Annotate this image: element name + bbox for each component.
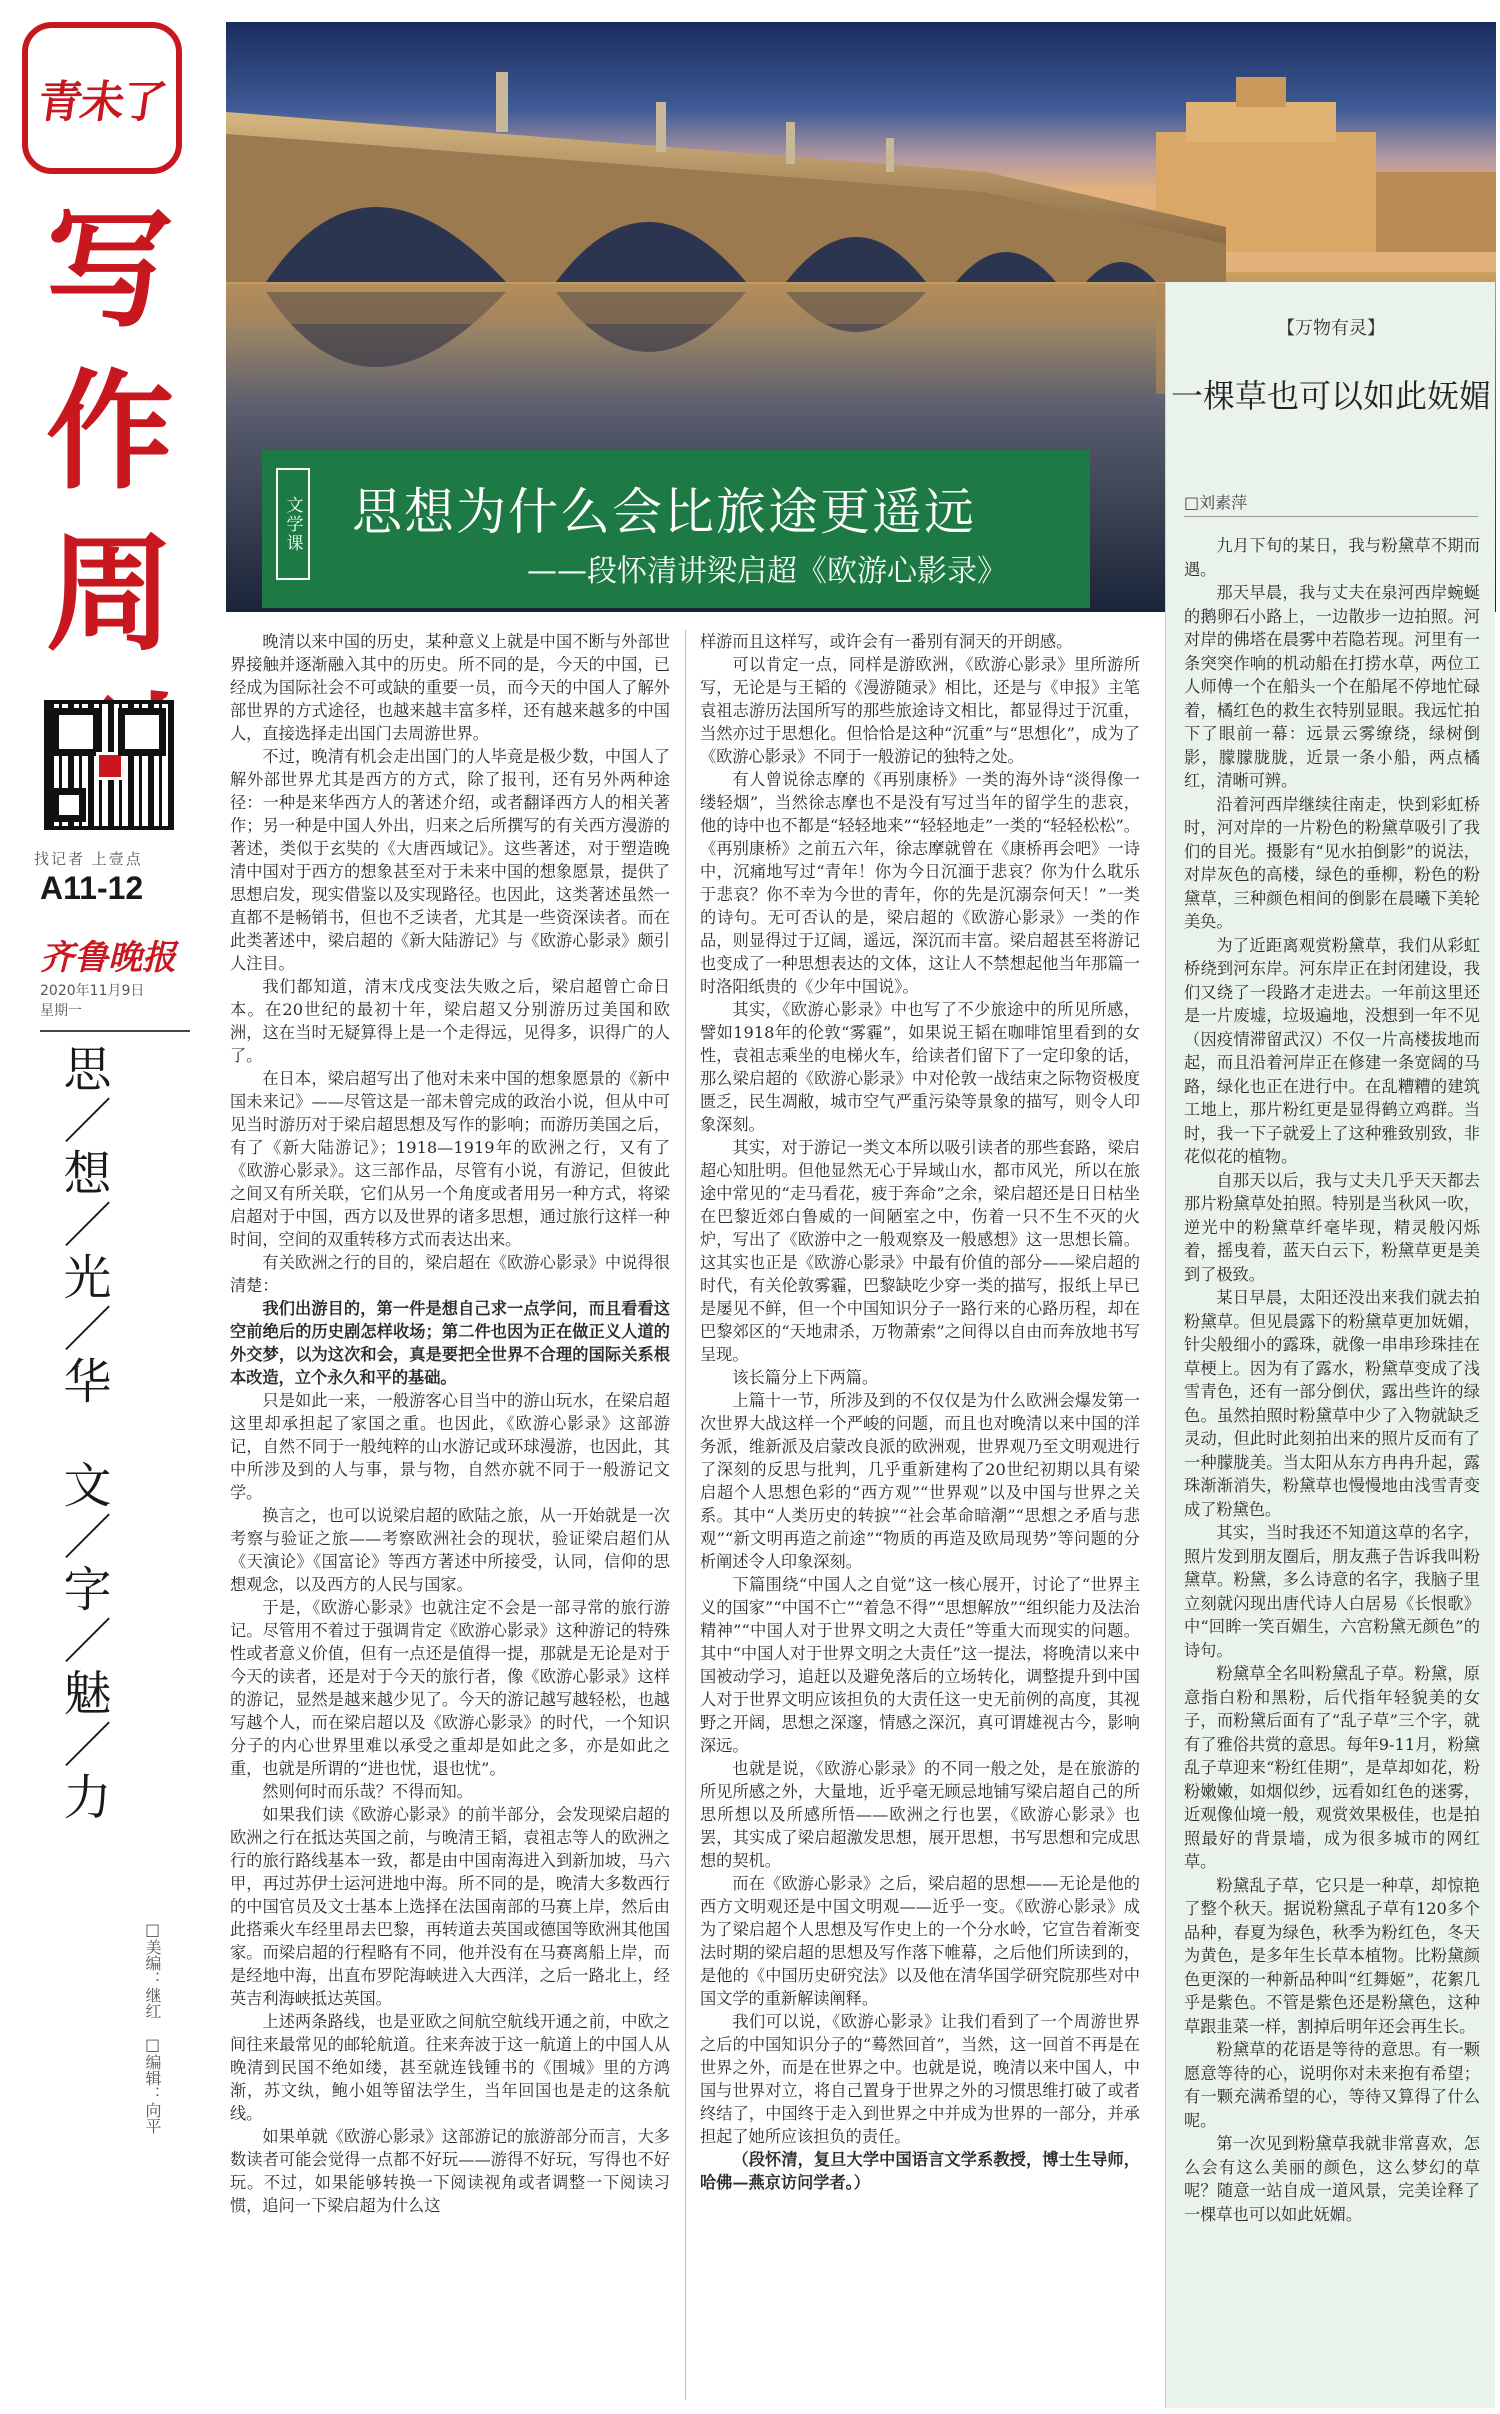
paragraph: 粉黛乱子草，它只是一种草，却惊艳了整个秋天。据说粉黛乱子草有120多个品种，春夏为绿色，秋季为粉红色，冬天为黄色，是多年生长草本植物。比粉黛颜色更深的一种新品种叫“红舞姬”，花絮几乎是紫色。不管是紫色还是粉黛色，这种草跟韭菜一样，割掉后明年还会再生长。 (1184, 1875, 1480, 2036)
column-divider (685, 630, 686, 2400)
paragraph: 有人曾说徐志摩的《再别康桥》一类的海外诗“淡得像一缕轻烟”，当然徐志摩也不是没有写过当年的留学生的悲哀，他的诗中也不都是“轻轻地来”“轻轻地走”一类的“轻轻松松”。《再别康桥》之前五六年，徐志摩就曾在《康桥再会吧》一诗中，沉痛地写过“青年！你为今日沉湎于悲哀？你为什么耽乐于悲哀？你不幸为今世的青年，你的先是沉溺奈何天！”一类的诗句。无可否认的是，梁启超的《欧游心影录》一类的作品，则显得过于辽阔，遥远，深沉而丰富。梁启超甚至将游记也变成了一种思想表达的文体，这让人不禁想起他当年那篇一时洛阳纸贵的《少年中国说》。 (700, 770, 1140, 996)
paragraph: 其实，《欧游心影录》中也写了不少旅途中的所见所感，譬如1918年的伦敦“雾霾”，如果说王韬在咖啡馆里看到的女性，袁祖志乘坐的电梯火车，给读者们留下了一定印象的话，那么梁启超的《欧游心影录》中对伦敦一战结束之际物资极度匮乏，民生凋敝，城市空气严重污染等景象的描写，则令人印象深刻。 (700, 1000, 1140, 1134)
divider (1184, 516, 1478, 517)
column-tag: 文学课 (276, 468, 310, 580)
paragraph: 自那天以后，我与丈夫几乎天天都去那片粉黛草处拍照。特别是当秋风一吹，逆光中的粉黛草纤毫毕现，精灵般闪烁着，摇曳着，蓝天白云下，粉黛草更是美到了极致。 (1184, 1170, 1480, 1284)
paragraph: 那天早晨，我与丈夫在泉河西岸蜿蜒的鹅卵石小路上，一边散步一边拍照。河对岸的佛塔在晨雾中若隐若现。河里有一条突突作响的机动船在打捞水草，两位工人师傅一个在船头一个在船尾不停地忙碌着，橘红色的救生衣特别显眼。我远忙拍下了眼前一幕：远景云雾缭绕，绿树倒影，朦朦胧胧，近景一条小船，两点橘红，清晰可辨。 (1184, 583, 1480, 790)
paragraph: 上述两条路线，也是亚欧之间航空航线开通之前，中欧之间往来最常见的邮轮航道。往来奔波于这一航道上的中国人从晚清到民国不绝如缕，甚至就连钱锺书的《围城》里的方鸿渐，苏文纨，鲍小姐等留法学生，当年回国也是走的这条航线。 (230, 2012, 670, 2123)
article-title-bar (262, 450, 1090, 608)
quotation: 我们出游目的，第一件是想自己求一点学问，而且看看这空前绝后的历史剧怎样收场；第二件也因为正在做正义人道的外交梦，以为这次和会，真是要把全世界不合理的国际关系根本改造，立个永久和平的基础。 (230, 1299, 670, 1387)
article-column-1 (230, 630, 670, 2400)
paragraph: 粉黛草全名叫粉黛乱子草。粉黛，原意指白粉和黑粉，后代指年轻貌美的女子，而粉黛后面有了“乱子草”三个字，就有了雅俗共赏的意思。每年9-11月，粉黛乱子草迎来“粉红佳期”，是草却如花，粉粉嫩嫩，如烟似纱，远看如红色的迷雾，近观像仙境一般，观赏效果极佳，也是拍照最好的背景墙，成为很多城市的网红草。 (1184, 1664, 1480, 1871)
paragraph: 样游而且这样写，或许会有一番别有洞天的开朗感。 (700, 632, 1073, 651)
page-range: A11-12 (40, 870, 144, 906)
article-subtitle: ——段怀清讲梁启超《欧游心影录》 (527, 554, 1007, 589)
side-column-tag: 【万物有灵】 (1277, 318, 1385, 339)
paragraph: 于是，《欧游心影录》也就注定不会是一部寻常的旅行游记。尽管用不着过于强调肯定《欧游心影录》这种游记的特殊性或者意义价值，但有一点还是值得一提，那就是无论是对于今天的读者，还是对于今天的旅行者，像《欧游心影录》这样的游记，显然是越来越少见了。今天的游记越写越轻松，也越写越个人，而在梁启超以及《欧游心影录》的时代，一个知识分子的内心世界里难以承受之重却是如此之多，亦是如此之重，也就是所谓的“进也忧，退也忧”。 (230, 1598, 670, 1778)
author-bio: （段怀清，复旦大学中国语言文学系教授，博士生导师，哈佛—燕京访问学者。） (700, 2150, 1140, 2192)
issue-weekday: 星期一 (40, 1003, 82, 1019)
paragraph: 晚清以来中国的历史，某种意义上就是中国不断与外部世界接触并逐渐融入其中的历史。所不同的是，今天的中国，已经成为国际社会不可或缺的重要一员，而今天的中国人了解外部世界的方式途径，也越来越丰富多样，还有越来越多的中国人，直接选择走出国门去周游世界。 (230, 632, 670, 743)
section-slogan: 思／想／光／华 文／字／魅／力 (55, 1044, 111, 1824)
paragraph: 可以肯定一点，同样是游欧洲，《欧游心影录》里所游所写，无论是与王韬的《漫游随录》相比，还是与《申报》主笔袁祖志游历法国所写的那些旅途诗文相比，都显得过于沉重，当然亦过于思想化。但恰恰是这种“沉重”与“思想化”，成为了《欧游心影录》不同于一般游记的独特之处。 (700, 655, 1140, 766)
side-body (1184, 534, 1480, 2396)
paragraph: 为了近距离观赏粉黛草，我们从彩虹桥绕到河东岸。河东岸正在封闭建设，我们又绕了一段路才走进去。一年前这里还是一片废墟，垃圾遍地，没想到一年不见（因疫情滞留武汉）不仅一片高楼拔地而起，而且沿着河岸正在修建一条宽阔的马路，绿化也正在进行中。在乱糟糟的建筑工地上，那片粉红更是显得鹤立鸡群。当时，我一下子就爱上了这种雅致别致，非花似花的植物。 (1184, 935, 1480, 1166)
paragraph: 上篇十一节，所涉及到的不仅仅是为什么欧洲会爆发第一次世界大战这样一个严峻的问题，而且也对晚清以来中国的洋务派，维新派及启蒙改良派的欧洲观，世界观乃至文明观进行了深刻的反思与批判，几乎重新建构了20世纪初期以具有梁启超个人思想色彩的“西方观”“世界观”以及中国与世界之关系。其中“人类历史的转捩”“社会革命暗潮”“思想之矛盾与悲观”“新文明再造之前途”“物质的再造及欧局现势”等问题的分析阐述令人印象深刻。 (700, 1391, 1140, 1571)
article-body (230, 630, 1160, 2400)
paragraph: 而在《欧游心影录》之后，梁启超的思想——无论是他的西方文明观还是中国文明观——近乎一变。《欧游心影录》成为了梁启超个人思想及写作史上的一个分水岭，它宣告着渐变法时期的梁启超的思想及写作落下帷幕，之后他们所读到的，是他的《中国历史研究法》以及他在清华国学研究院那些对中国文学的重新解读阐释。 (700, 1874, 1140, 2008)
paragraph: 第一次见到粉黛草我就非常喜欢，怎么会有这么美丽的颜色，这么梦幻的草呢？随意一站自成一道风景，完美诠释了一棵草也可以如此妩媚。 (1184, 2134, 1480, 2224)
article-column-2 (700, 630, 1140, 2400)
paragraph: 然则何时而乐哉？不得而知。 (262, 1782, 473, 1801)
divider (40, 1030, 190, 1032)
qr-code-icon (44, 700, 174, 830)
paragraph: 其实，对于游记一类文本所以吸引读者的那些套路，梁启超心知肚明。但他显然无心于异域山水，都市风光，所以在旅途中常见的“走马看花，疲于奔命”之余，梁启超还是日日枯坐在巴黎近郊白鲁威的一间陋室之中，伤着一只不生不灭的火炉，写出了《欧游中之一般观察及一般感想》这一思想长篇。这其实也正是《欧游心影录》中最有价值的部分——梁启超的时代，有关伦敦雾霾，巴黎缺吃少穿一类的描写，报纸上早已是屡见不鲜，但一个中国知识分子一路行来的心路历程，却在巴黎郊区的“天地肃杀，万物萧索”之间得以自由而奔放地书写呈现。 (700, 1138, 1140, 1364)
masthead-column (0, 0, 210, 2414)
paragraph: 我们都知道，清末戊戌变法失败之后，梁启超曾亡命日本。在20世纪的最初十年，梁启超又分别游历过美国和欧洲，这在当时无疑算得上是一个走得远，见得多，识得广的人了。 (230, 977, 670, 1065)
side-article (1165, 282, 1495, 2408)
paragraph: 我们可以说，《欧游心影录》让我们看到了一个周游世界之后的中国知识分子的“蓦然回首”，当然，这一回首不再是在世界之外，而是在世界之中。也就是说，晚清以来中国人，中国与世界对立，将自己置身于世界之外的习惯思维打破了或者终结了，中国终于走入到世界之中并成为世界的一部分，并承担起了她所应该担负的责任。 (700, 2012, 1140, 2146)
paragraph: 某日早晨，太阳还没出来我们就去拍粉黛草。但见晨露下的粉黛草更加妩媚，针尖般细小的露珠，就像一串串珍珠挂在草梗上。因为有了露水，粉黛草变成了浅雪青色，还有一部分倒伏，露出些许的绿色。虽然拍照时粉黛草中少了入物就缺乏灵动，但此时此刻拍出来的照片反而有了一种朦胧美。当太阳从东方冉冉升起，露珠渐渐消失，粉黛草也慢慢地由浅雪青变成了粉黛色。 (1184, 1288, 1480, 1519)
paragraph: 沿着河西岸继续往南走，快到彩虹桥时，河对岸的一片粉色的粉黛草吸引了我们的目光。摄影有“见水拍倒影”的说法，对岸灰色的高楼，绿色的垂柳，粉色的粉黛草，三种颜色相间的倒影在晨曦下美轮美奂。 (1184, 794, 1480, 931)
paragraph: 下篇围绕“中国人之自觉”这一核心展开，讨论了“世界主义的国家”“中国不亡”“着急不得”“思想解放”“组织能力及法治精神”“中国人对于世界文明之大责任”等重大而现实的问题。其中“中国人对于世界文明之大责任”这一提法，将晚清以来中国被动学习，追赶以及避免落后的立场转化，调整提升到中国人对于世界文明应该担负的大责任这一史无前例的高度，其视野之开阔，思想之深邃，情感之深沉，真可谓雄视古今，影响深远。 (700, 1575, 1140, 1755)
paragraph: 粉黛草的花语是等待的意思。有一颗愿意等待的心，说明你对未来抱有希望；有一颗充满希望的心，等待又算得了什么呢。 (1184, 2040, 1480, 2130)
paragraph: 在日本，梁启超写出了他对未来中国的想象愿景的《新中国未来记》——尽管这是一部未曾完成的政治小说，但从中可见当时游历对于梁启超思想及写作的影响；而游历美国之后，有了《新大陆游记》；1918—1919年的欧洲之行，又有了《欧游心影录》。这三部作品，尽管有小说，有游记，但彼此之间又有所关联，它们从另一个角度或者用另一种方式，将梁启超对于中国，西方以及世界的诸多思想，通过旅行这样一种时间，空间的双重转移方式而表达出来。 (230, 1069, 670, 1249)
paragraph: 其实，当时我还不知道这草的名字，照片发到朋友圈后，朋友燕子告诉我叫粉黛草。粉黛，多么诗意的名字，我脑子里立刻就闪现出唐代诗人白居易《长恨歌》中“回眸一笑百媚生，六宫粉黛无颜色”的诗句。 (1184, 1523, 1480, 1660)
paragraph: 不过，晚清有机会走出国门的人毕竟是极少数，中国人了解外部世界尤其是西方的方式，除了报刊，还有另外两种途径：一种是来华西方人的著述介绍，或者翻译西方人的相关著作；另一种是中国人外出，归来之后所撰写的有关西方漫游的著述，类似于玄奘的《大唐西域记》。这些著述，对于塑造晚清中国对于西方的想象甚至对于未来中国的想象愿景，提供了思想启发，现实借鉴以及实现路径。也因此，这类著述虽然一直都不是畅销书，但也不乏读者，尤其是一些资深读者。而在此类著述中，梁启超的《新大陆游记》与《欧游心影录》颇引人注目。 (230, 747, 670, 973)
paragraph: 该长篇分上下两篇。 (732, 1368, 879, 1387)
reporter-line: 找记者 上壹点 (34, 850, 143, 868)
paragraph: 九月下旬的某日，我与粉黛草不期而遇。 (1184, 536, 1480, 579)
section-title: 写作周 (45, 196, 174, 669)
brand-logo (22, 22, 182, 174)
paragraph: 换言之，也可以说梁启超的欧陆之旅，从一开始就是一次考察与验证之旅——考察欧洲社会的现状，验证梁启超们从《天演论》《国富论》等西方著述中所接受，认同，信仰的思想观念，以及西方的人民与国家。 (230, 1506, 670, 1594)
paragraph: 如果单就《欧游心影录》这部游记的旅游部分而言，大多数读者可能会觉得一点都不好玩——游得不好玩，写得也不好玩。不过，如果能够转换一下阅读视角或者调整一下阅读习惯，追问一下梁启超为什么这 (230, 2127, 670, 2215)
logo-text: 青未了 (34, 77, 168, 128)
side-title: 一棵草也可以如此妩媚 (1170, 377, 1491, 415)
side-author: □刘素萍 (1184, 493, 1248, 512)
paragraph: 有关欧洲之行的目的，梁启超在《欧游心影录》中说得很清楚： (230, 1253, 670, 1295)
paragraph: 只是如此一来，一般游客心目当中的游山玩水，在梁启超这里却承担起了家国之重。也因此，《欧游心影录》这部游记，自然不同于一般纯粹的山水游记或环球漫游，也因此，其中所涉及到的人与事，景与物，自然亦就不同于一般游记文学。 (230, 1391, 670, 1502)
newspaper-name: 齐鲁晚报 (40, 938, 176, 978)
issue-date: 2020年11月9日 (40, 983, 145, 999)
paragraph: 如果我们读《欧游心影录》的前半部分，会发现梁启超的欧洲之行在抵达英国之前，与晚清王韬，袁祖志等人的欧洲之行的旅行路线基本一致，都是由中国南海进入到新加坡，马六甲，再过苏伊士运河进地中海。所不同的是，晚清大多数西行的中国官员及文士基本上选择在法国南部的马赛上岸，然后由此搭乘火车经里昂去巴黎，再转道去英国或德国等欧洲其他国家。而梁启超的行程略有不同，他并没有在马赛离船上岸，而是经地中海，出直布罗陀海峡进入大西洋，之后一路北上，经英吉利海峡抵达英国。 (230, 1805, 670, 2008)
article-title: 思想为什么会比旅途更遥远 (352, 483, 976, 541)
editor-credits: □美编：继红 □编辑：向平 (143, 1920, 162, 2134)
paragraph: 也就是说，《欧游心影录》的不同一般之处，是在旅游的所见所感之外，大量地，近乎毫无顾忌地铺写梁启超自己的所思所想以及所感所悟——欧洲之行也罢，《欧游心影录》也罢，其实成了梁启超激发思想，展开思想，书写思想和完成思想的契机。 (700, 1759, 1140, 1870)
